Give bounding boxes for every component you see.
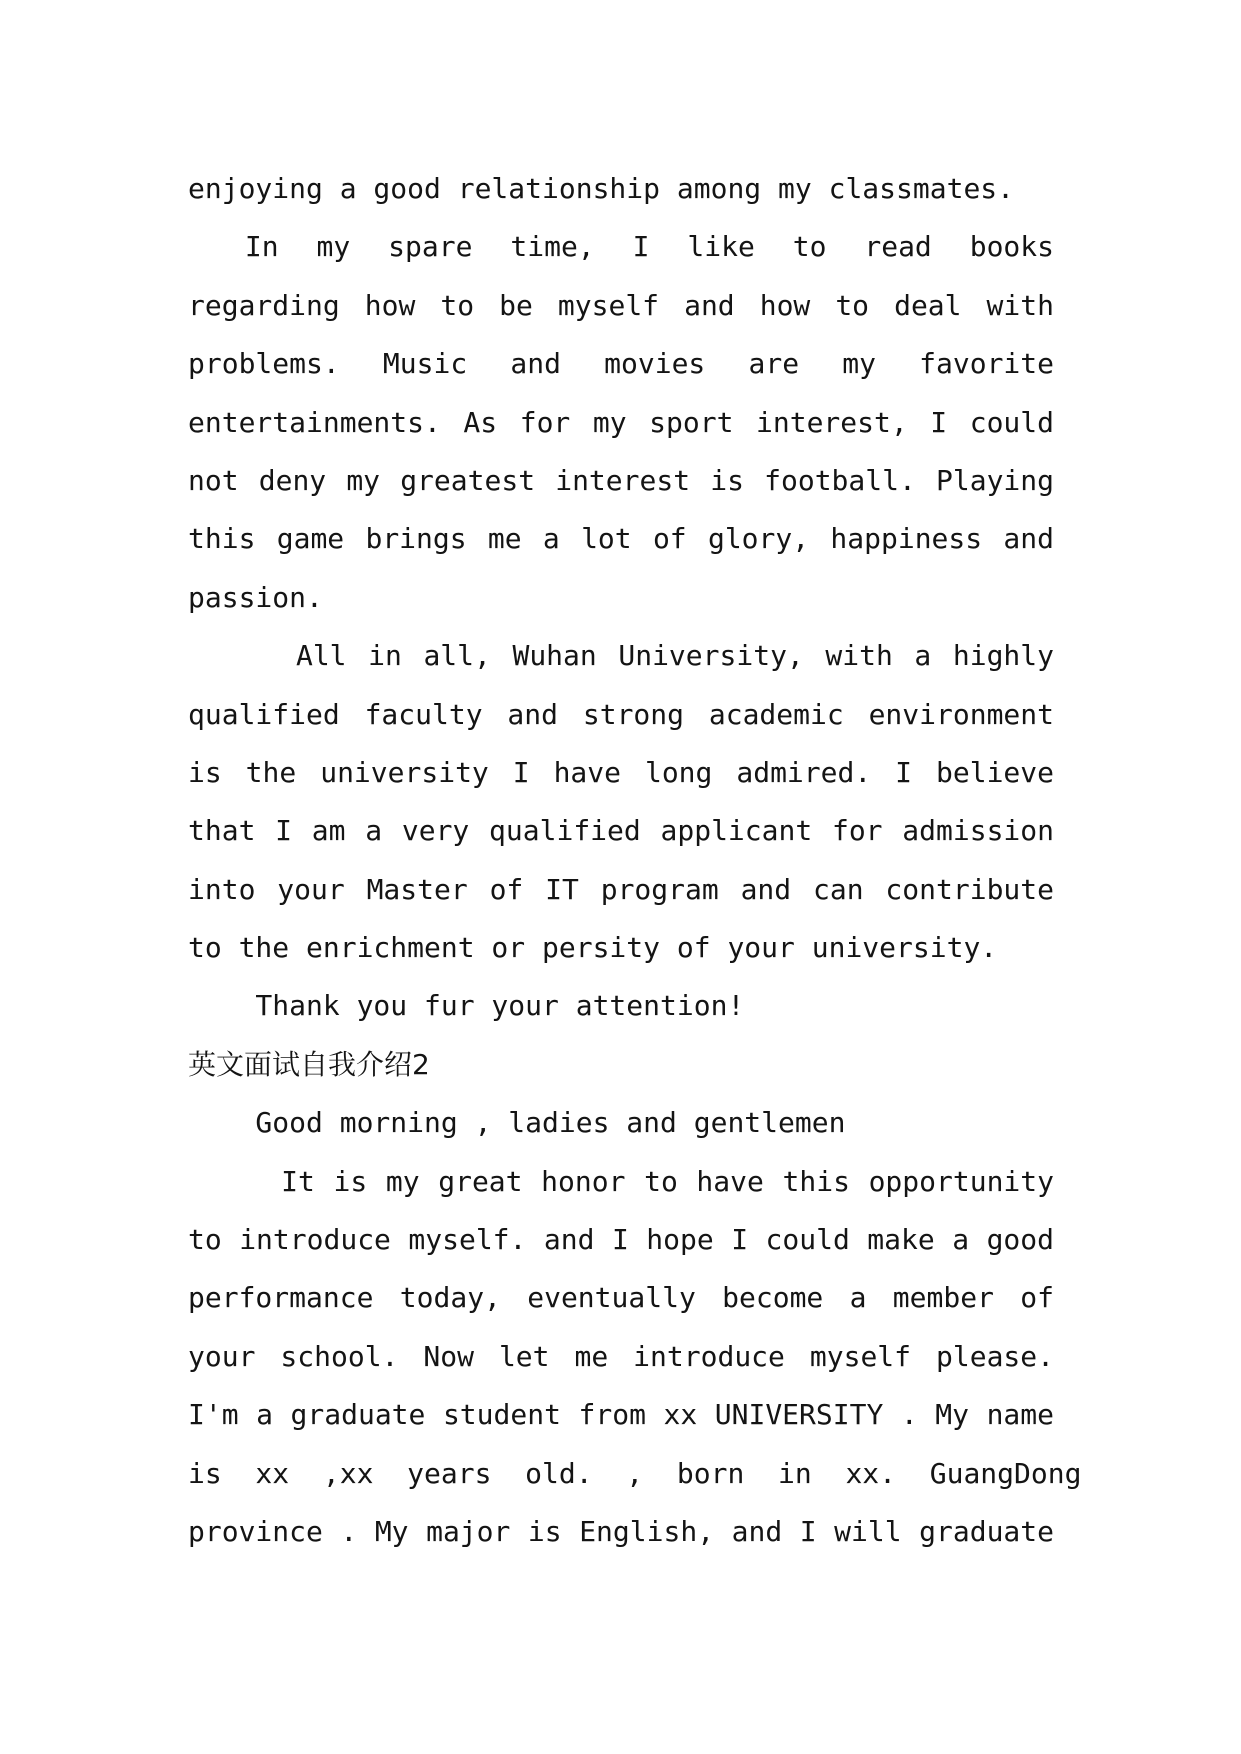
text-line: not deny my greatest interest is football. Playing <box>188 463 1054 497</box>
document-body <box>188 160 1082 1561</box>
text-line: All in all, Wuhan University, with a highly <box>188 639 1054 673</box>
text-line: I'm a graduate student from xx UNIVERSITY . My name <box>188 1398 1054 1432</box>
text-line: into your Master of IT program and can contribute <box>188 872 1054 906</box>
text-line: performance today, eventually become a member of <box>188 1281 1054 1315</box>
text-line: is xx ,xx years old. , born in xx. GuangDong <box>188 1456 1082 1490</box>
text-line: Thank you fur your attention! <box>188 989 745 1023</box>
text-line: entertainments. As for my sport interest, I could <box>188 405 1054 439</box>
text-line: qualified faculty and strong academic environment <box>188 697 1054 731</box>
text-line: enjoying a good relationship among my classmates. <box>188 172 1015 205</box>
section-heading: 英文面试自我介绍2 <box>188 1047 430 1081</box>
text-line: regarding how to be myself and how to deal with <box>188 288 1054 322</box>
text-line: It is my great honor to have this opportunity <box>188 1164 1054 1198</box>
text-line: passion. <box>188 580 323 614</box>
text-line: that I am a very qualified applicant for admission <box>188 814 1054 848</box>
text-line: In my spare time, I like to read books <box>188 230 1054 264</box>
text-line: to the enrichment or persity of your university. <box>188 931 998 965</box>
text-line: to introduce myself. and I hope I could make a good <box>188 1223 1054 1257</box>
text-line: your school. Now let me introduce myself please. <box>188 1339 1054 1373</box>
text-line: this game brings me a lot of glory, happiness and <box>188 522 1054 556</box>
text-line: province . My major is English, and I will graduate <box>188 1514 1054 1548</box>
text-line: Good morning , ladies and gentlemen <box>188 1106 846 1140</box>
text-line: problems. Music and movies are my favorite <box>188 347 1054 381</box>
text-line: is the university I have long admired. I believe <box>188 755 1054 789</box>
